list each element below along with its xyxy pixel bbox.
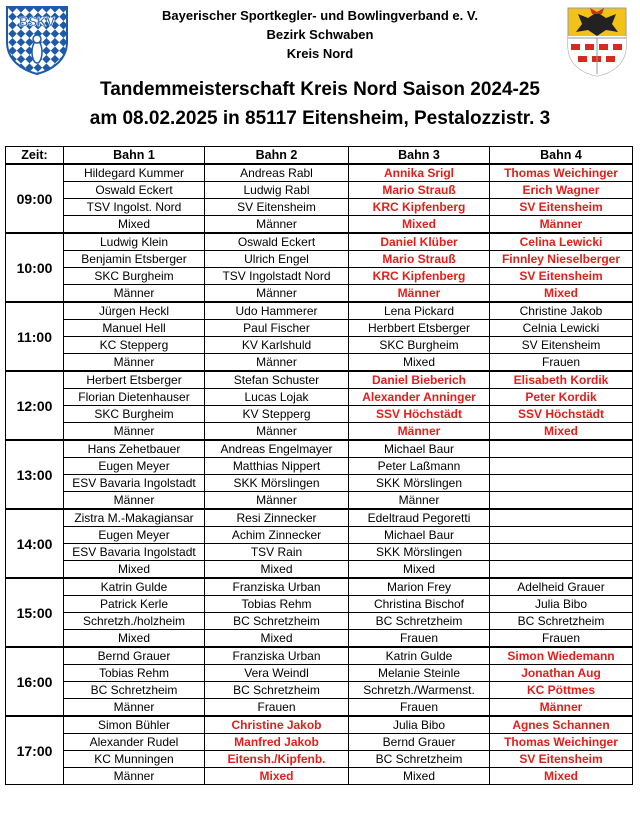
lane-4-cell: Celina Lewicki — [490, 233, 633, 251]
lane-3-cell: Annika Srigl — [349, 164, 490, 182]
lane-1-cell: Männer — [64, 699, 205, 717]
lane-3-cell: Männer — [349, 285, 490, 303]
lane-3-cell: SKK Mörslingen — [349, 475, 490, 492]
lane-3-cell: Herbbert Etsberger — [349, 320, 490, 337]
time-slot: 11:00 — [6, 302, 64, 371]
lane-2-cell: Frauen — [205, 699, 349, 717]
lane-3-cell: Frauen — [349, 630, 490, 648]
header-bahn-2: Bahn 2 — [205, 147, 349, 165]
lane-4-cell: SSV Höchstädt — [490, 406, 633, 423]
lane-3-cell: Mario Strauß — [349, 251, 490, 268]
lane-3-cell: Michael Baur — [349, 527, 490, 544]
time-slot: 10:00 — [6, 233, 64, 302]
lane-2-cell: Resi Zinnecker — [205, 509, 349, 527]
lane-4-cell: Finnley Nieselberger — [490, 251, 633, 268]
time-slot: 13:00 — [6, 440, 64, 509]
table-row — [6, 544, 633, 561]
lane-4-cell: Christine Jakob — [490, 302, 633, 320]
lane-4-cell: Erich Wagner — [490, 182, 633, 199]
lane-3-cell: Marion Frey — [349, 578, 490, 596]
lane-1-cell: ESV Bavaria Ingolstadt — [64, 475, 205, 492]
lane-4-cell — [490, 475, 633, 492]
lane-2-cell: Oswald Eckert — [205, 233, 349, 251]
lane-1-cell: SKC Burgheim — [64, 268, 205, 285]
time-slot: 17:00 — [6, 716, 64, 785]
lane-3-cell: Alexander Anninger — [349, 389, 490, 406]
lane-2-cell: Andreas Rabl — [205, 164, 349, 182]
lane-1-cell: Florian Dietenhauser — [64, 389, 205, 406]
lane-1-cell: Hans Zehetbauer — [64, 440, 205, 458]
lane-3-cell: Männer — [349, 492, 490, 510]
table-row — [6, 613, 633, 630]
lane-2-cell: Männer — [205, 423, 349, 441]
table-row — [6, 337, 633, 354]
lane-1-cell: Alexander Rudel — [64, 734, 205, 751]
table-row — [6, 734, 633, 751]
lane-4-cell: SV Eitensheim — [490, 751, 633, 768]
lane-3-cell: SSV Höchstädt — [349, 406, 490, 423]
lane-4-cell: Männer — [490, 699, 633, 717]
lane-2-cell: BC Schretzheim — [205, 613, 349, 630]
lane-1-cell: Männer — [64, 423, 205, 441]
lane-3-cell: Daniel Bieberich — [349, 371, 490, 389]
lane-3-cell: Männer — [349, 423, 490, 441]
lane-3-cell: Edeltraud Pegoretti — [349, 509, 490, 527]
lane-1-cell: Eugen Meyer — [64, 458, 205, 475]
lane-2-cell: SV Eitensheim — [205, 199, 349, 216]
table-row — [6, 596, 633, 613]
table-row — [6, 268, 633, 285]
lane-2-cell: Stefan Schuster — [205, 371, 349, 389]
lane-3-cell: Frauen — [349, 699, 490, 717]
lane-1-cell: Patrick Kerle — [64, 596, 205, 613]
lane-4-cell: Frauen — [490, 354, 633, 372]
lane-2-cell: Franziska Urban — [205, 578, 349, 596]
lane-1-cell: Mixed — [64, 216, 205, 234]
table-row — [6, 578, 633, 596]
lane-3-cell: Mixed — [349, 768, 490, 785]
lane-3-cell: Peter Laßmann — [349, 458, 490, 475]
time-slot: 14:00 — [6, 509, 64, 578]
table-row — [6, 630, 633, 648]
schedule-body — [6, 164, 633, 785]
lane-4-cell — [490, 440, 633, 458]
header-time: Zeit: — [6, 147, 64, 165]
lane-2-cell: Vera Weindl — [205, 665, 349, 682]
lane-1-cell: Männer — [64, 768, 205, 785]
table-row — [6, 561, 633, 579]
lane-1-cell: Manuel Hell — [64, 320, 205, 337]
lane-1-cell: Tobias Rehm — [64, 665, 205, 682]
lane-4-cell: Celnia Lewicki — [490, 320, 633, 337]
org-name: Bayerischer Sportkegler- und Bowlingverband e. V. — [162, 8, 478, 23]
lane-1-cell: Jürgen Heckl — [64, 302, 205, 320]
table-row — [6, 233, 633, 251]
lane-2-cell: BC Schretzheim — [205, 682, 349, 699]
table-row — [6, 354, 633, 372]
lane-2-cell: Ulrich Engel — [205, 251, 349, 268]
lane-4-cell — [490, 458, 633, 475]
lane-2-cell: Andreas Engelmayer — [205, 440, 349, 458]
lane-3-cell: Bernd Grauer — [349, 734, 490, 751]
table-row — [6, 527, 633, 544]
lane-4-cell: Mixed — [490, 285, 633, 303]
lane-2-cell: Männer — [205, 216, 349, 234]
lane-1-cell: Mixed — [64, 561, 205, 579]
table-row — [6, 475, 633, 492]
lane-2-cell: TSV Ingolstadt Nord — [205, 268, 349, 285]
table-row — [6, 699, 633, 717]
lane-3-cell: Schretzh./Warmenst. — [349, 682, 490, 699]
lane-3-cell: Katrin Gulde — [349, 647, 490, 665]
table-row — [6, 509, 633, 527]
lane-2-cell: Mixed — [205, 768, 349, 785]
table-row — [6, 406, 633, 423]
lane-3-cell: Christina Bischof — [349, 596, 490, 613]
lane-3-cell: Julia Bibo — [349, 716, 490, 734]
lane-3-cell: SKC Burgheim — [349, 337, 490, 354]
lane-1-cell: Benjamin Etsberger — [64, 251, 205, 268]
table-row — [6, 199, 633, 216]
lane-3-cell: Mixed — [349, 216, 490, 234]
lane-2-cell: Mixed — [205, 630, 349, 648]
lane-4-cell: Julia Bibo — [490, 596, 633, 613]
time-slot: 09:00 — [6, 164, 64, 233]
lane-2-cell: Achim Zinnecker — [205, 527, 349, 544]
table-header-row — [6, 147, 633, 165]
lane-3-cell: BC Schretzheim — [349, 613, 490, 630]
lane-2-cell: Udo Hammerer — [205, 302, 349, 320]
table-row — [6, 285, 633, 303]
org-district: Bezirk Schwaben — [266, 27, 374, 42]
lane-4-cell — [490, 509, 633, 527]
lane-1-cell: ESV Bavaria Ingolstadt — [64, 544, 205, 561]
table-row — [6, 647, 633, 665]
lane-4-cell: Elisabeth Kordik — [490, 371, 633, 389]
lane-4-cell: Simon Wiedemann — [490, 647, 633, 665]
table-row — [6, 492, 633, 510]
lane-1-cell: Ludwig Klein — [64, 233, 205, 251]
lane-2-cell: Ludwig Rabl — [205, 182, 349, 199]
lane-1-cell: KC Stepperg — [64, 337, 205, 354]
lane-4-cell: BC Schretzheim — [490, 613, 633, 630]
table-row — [6, 302, 633, 320]
time-slot: 16:00 — [6, 647, 64, 716]
event-date-location: am 08.02.2025 in 85117 Eitensheim, Pestalozzistr. 3 — [89, 108, 551, 129]
table-row — [6, 440, 633, 458]
schwaben-crest-icon — [566, 6, 628, 78]
table-row — [6, 389, 633, 406]
lane-2-cell: Eitensh./Kipfenb. — [205, 751, 349, 768]
lane-1-cell: BC Schretzheim — [64, 682, 205, 699]
table-row — [6, 458, 633, 475]
table-row — [6, 216, 633, 234]
lane-4-cell: Thomas Weichinger — [490, 734, 633, 751]
lane-1-cell: Katrin Gulde — [64, 578, 205, 596]
table-row — [6, 251, 633, 268]
lane-4-cell: Männer — [490, 216, 633, 234]
lane-3-cell: Melanie Steinle — [349, 665, 490, 682]
lane-1-cell: Simon Bühler — [64, 716, 205, 734]
lane-2-cell: Paul Fischer — [205, 320, 349, 337]
lane-3-cell: Mario Strauß — [349, 182, 490, 199]
lane-2-cell: Mixed — [205, 561, 349, 579]
lane-4-cell: Peter Kordik — [490, 389, 633, 406]
logo-lettering: BSKV — [18, 14, 56, 29]
lane-4-cell — [490, 561, 633, 579]
time-slot: 15:00 — [6, 578, 64, 647]
lane-4-cell: Frauen — [490, 630, 633, 648]
schedule-table — [5, 146, 633, 785]
lane-4-cell: Mixed — [490, 423, 633, 441]
lane-2-cell: Franziska Urban — [205, 647, 349, 665]
lane-3-cell: KRC Kipfenberg — [349, 199, 490, 216]
lane-4-cell: Thomas Weichinger — [490, 164, 633, 182]
lane-4-cell: Jonathan Aug — [490, 665, 633, 682]
lane-3-cell: Lena Pickard — [349, 302, 490, 320]
table-row — [6, 371, 633, 389]
lane-4-cell: KC Pöttmes — [490, 682, 633, 699]
lane-1-cell: Hildegard Kummer — [64, 164, 205, 182]
table-row — [6, 682, 633, 699]
lane-3-cell: Michael Baur — [349, 440, 490, 458]
lane-2-cell: Lucas Lojak — [205, 389, 349, 406]
time-slot: 12:00 — [6, 371, 64, 440]
lane-3-cell: SKK Mörslingen — [349, 544, 490, 561]
lane-1-cell: SKC Burgheim — [64, 406, 205, 423]
lane-2-cell: KV Karlshuld — [205, 337, 349, 354]
table-row — [6, 751, 633, 768]
lane-1-cell: Oswald Eckert — [64, 182, 205, 199]
lane-1-cell: Schretzh./holzheim — [64, 613, 205, 630]
lane-1-cell: Männer — [64, 492, 205, 510]
lane-3-cell: KRC Kipfenberg — [349, 268, 490, 285]
lane-1-cell: Eugen Meyer — [64, 527, 205, 544]
lane-4-cell — [490, 492, 633, 510]
lane-2-cell: Matthias Nippert — [205, 458, 349, 475]
lane-3-cell: BC Schretzheim — [349, 751, 490, 768]
org-region: Kreis Nord — [286, 46, 354, 61]
lane-1-cell: Bernd Grauer — [64, 647, 205, 665]
lane-4-cell: SV Eitensheim — [490, 268, 633, 285]
lane-4-cell: Adelheid Grauer — [490, 578, 633, 596]
header-bahn-3: Bahn 3 — [349, 147, 490, 165]
lane-1-cell: Herbert Etsberger — [64, 371, 205, 389]
lane-3-cell: Daniel Klüber — [349, 233, 490, 251]
table-row — [6, 164, 633, 182]
lane-1-cell: Männer — [64, 285, 205, 303]
lane-1-cell: TSV Ingolst. Nord — [64, 199, 205, 216]
lane-2-cell: Männer — [205, 285, 349, 303]
lane-4-cell: Agnes Schannen — [490, 716, 633, 734]
lane-2-cell: Männer — [205, 354, 349, 372]
table-row — [6, 665, 633, 682]
lane-1-cell: Männer — [64, 354, 205, 372]
page-title: Tandemmeisterschaft Kreis Nord Saison 2024-25 — [100, 79, 540, 100]
lane-2-cell: TSV Rain — [205, 544, 349, 561]
lane-2-cell: KV Stepperg — [205, 406, 349, 423]
header-bahn-4: Bahn 4 — [490, 147, 633, 165]
lane-3-cell: Mixed — [349, 354, 490, 372]
lane-4-cell — [490, 544, 633, 561]
lane-1-cell: Zistra M.-Makagiansar — [64, 509, 205, 527]
table-row — [6, 423, 633, 441]
document-header — [0, 0, 640, 142]
lane-4-cell: Mixed — [490, 768, 633, 785]
lane-3-cell: Mixed — [349, 561, 490, 579]
lane-1-cell: KC Munningen — [64, 751, 205, 768]
lane-4-cell: SV Eitensheim — [490, 199, 633, 216]
lane-4-cell — [490, 527, 633, 544]
table-row — [6, 320, 633, 337]
lane-2-cell: SKK Mörslingen — [205, 475, 349, 492]
lane-2-cell: Männer — [205, 492, 349, 510]
table-row — [6, 768, 633, 785]
lane-4-cell: SV Eitensheim — [490, 337, 633, 354]
lane-2-cell: Christine Jakob — [205, 716, 349, 734]
table-row — [6, 182, 633, 199]
table-row — [6, 716, 633, 734]
lane-1-cell: Mixed — [64, 630, 205, 648]
header-bahn-1: Bahn 1 — [64, 147, 205, 165]
lane-2-cell: Manfred Jakob — [205, 734, 349, 751]
lane-2-cell: Tobias Rehm — [205, 596, 349, 613]
